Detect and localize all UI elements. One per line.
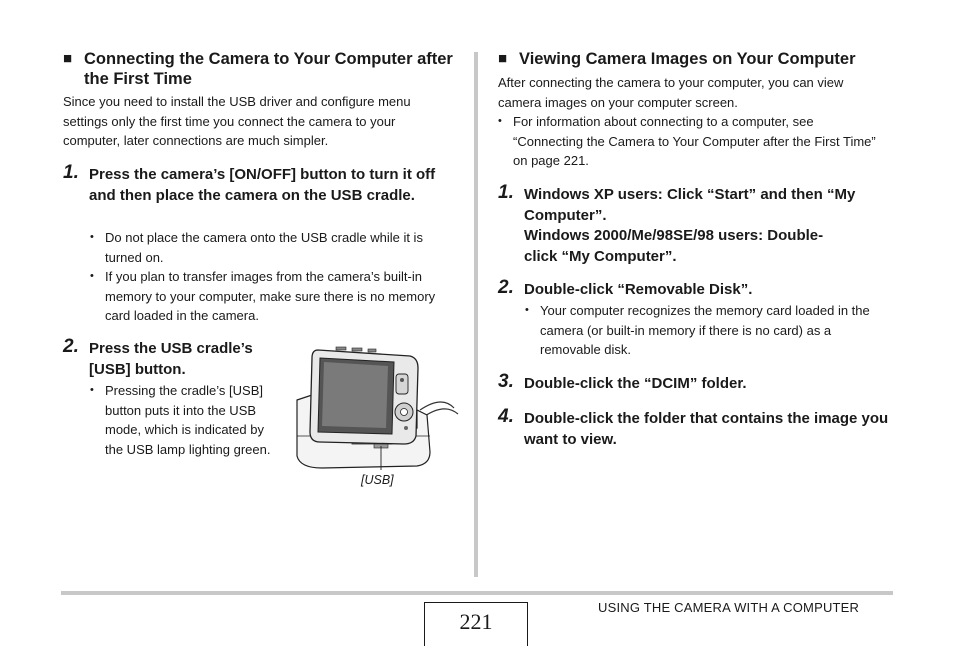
section-title: Viewing Camera Images on Your Computer [519,50,856,68]
step-number: 1. [498,182,514,203]
step-text: Press the USB cradle’s [USB] button. [89,340,253,378]
page-number-box [424,602,528,646]
step-4 [498,406,893,450]
usb-label: [USB] [361,473,394,487]
bullet-item: • Pressing the cradle’s [USB] button puts it into the USB mode, which is indicated by the USB lamp lighting green. [90,381,275,459]
step-1 [63,162,458,206]
step-text: Press the camera’s [ON/OFF] button to turn it off and then place the camera on the USB cradle. [89,166,436,204]
step-2 [498,277,893,301]
intro-bullets [498,112,878,171]
bullet-item: • Do not place the camera onto the USB cradle while it is turned on. [90,228,458,267]
bullet-item: • Your computer recognizes the memory card loaded in the camera (or built-in memory if there is no card) as a removable disk. [525,301,893,360]
page-number: 221 [459,609,493,634]
step-text: Double-click “Removable Disk”. [524,281,753,298]
square-bullet-icon: ■ [63,50,73,67]
step-text-line-xp: Windows XP users: Click “Start” and then “My Computer”. [524,186,856,224]
section-title: Connecting the Camera to Your Computer after the First Time [84,50,453,88]
intro-paragraph: After connecting the camera to your computer, you can view camera images on your computer screen. [498,75,844,110]
footer-rule [61,591,893,595]
step-2-bullets [90,381,275,459]
step-text: Double-click the folder that contains the image you want to view. [524,410,889,448]
section-heading-viewing [498,49,893,69]
step-number: 2. [63,336,79,357]
bullet-item: • For information about connecting to a computer, see “Connecting the Camera to Your Computer after the First Time” on page 221. [498,112,878,171]
intro-paragraph: Since you need to install the USB driver and configure menu settings only the first time you connect the camera to your computer, later connections are much simpler. [63,94,411,148]
step-1 [498,182,893,267]
chapter-title: USING THE CAMERA WITH A COMPUTER [598,600,860,615]
step-3 [498,371,893,395]
step-number: 4. [498,406,514,427]
section-heading-connecting [63,49,458,89]
step-text [498,185,893,267]
bullet-item: • If you plan to transfer images from the camera’s built-in memory to your computer, make sure there is no memory card loaded in the camera. [90,267,458,326]
step-2 [63,336,278,380]
step-text-line-2000: Windows 2000/Me/98SE/98 users: Double-click “My Computer”. [524,227,824,265]
step-number: 1. [63,162,79,183]
step-text: Double-click the “DCIM” folder. [524,375,747,392]
column-divider [474,52,478,577]
step-1-bullets [90,228,458,326]
step-2-bullets [525,301,893,360]
step-number: 2. [498,277,514,298]
camera-cradle-illustration [292,340,462,480]
square-bullet-icon: ■ [498,50,508,67]
step-number: 3. [498,371,514,392]
